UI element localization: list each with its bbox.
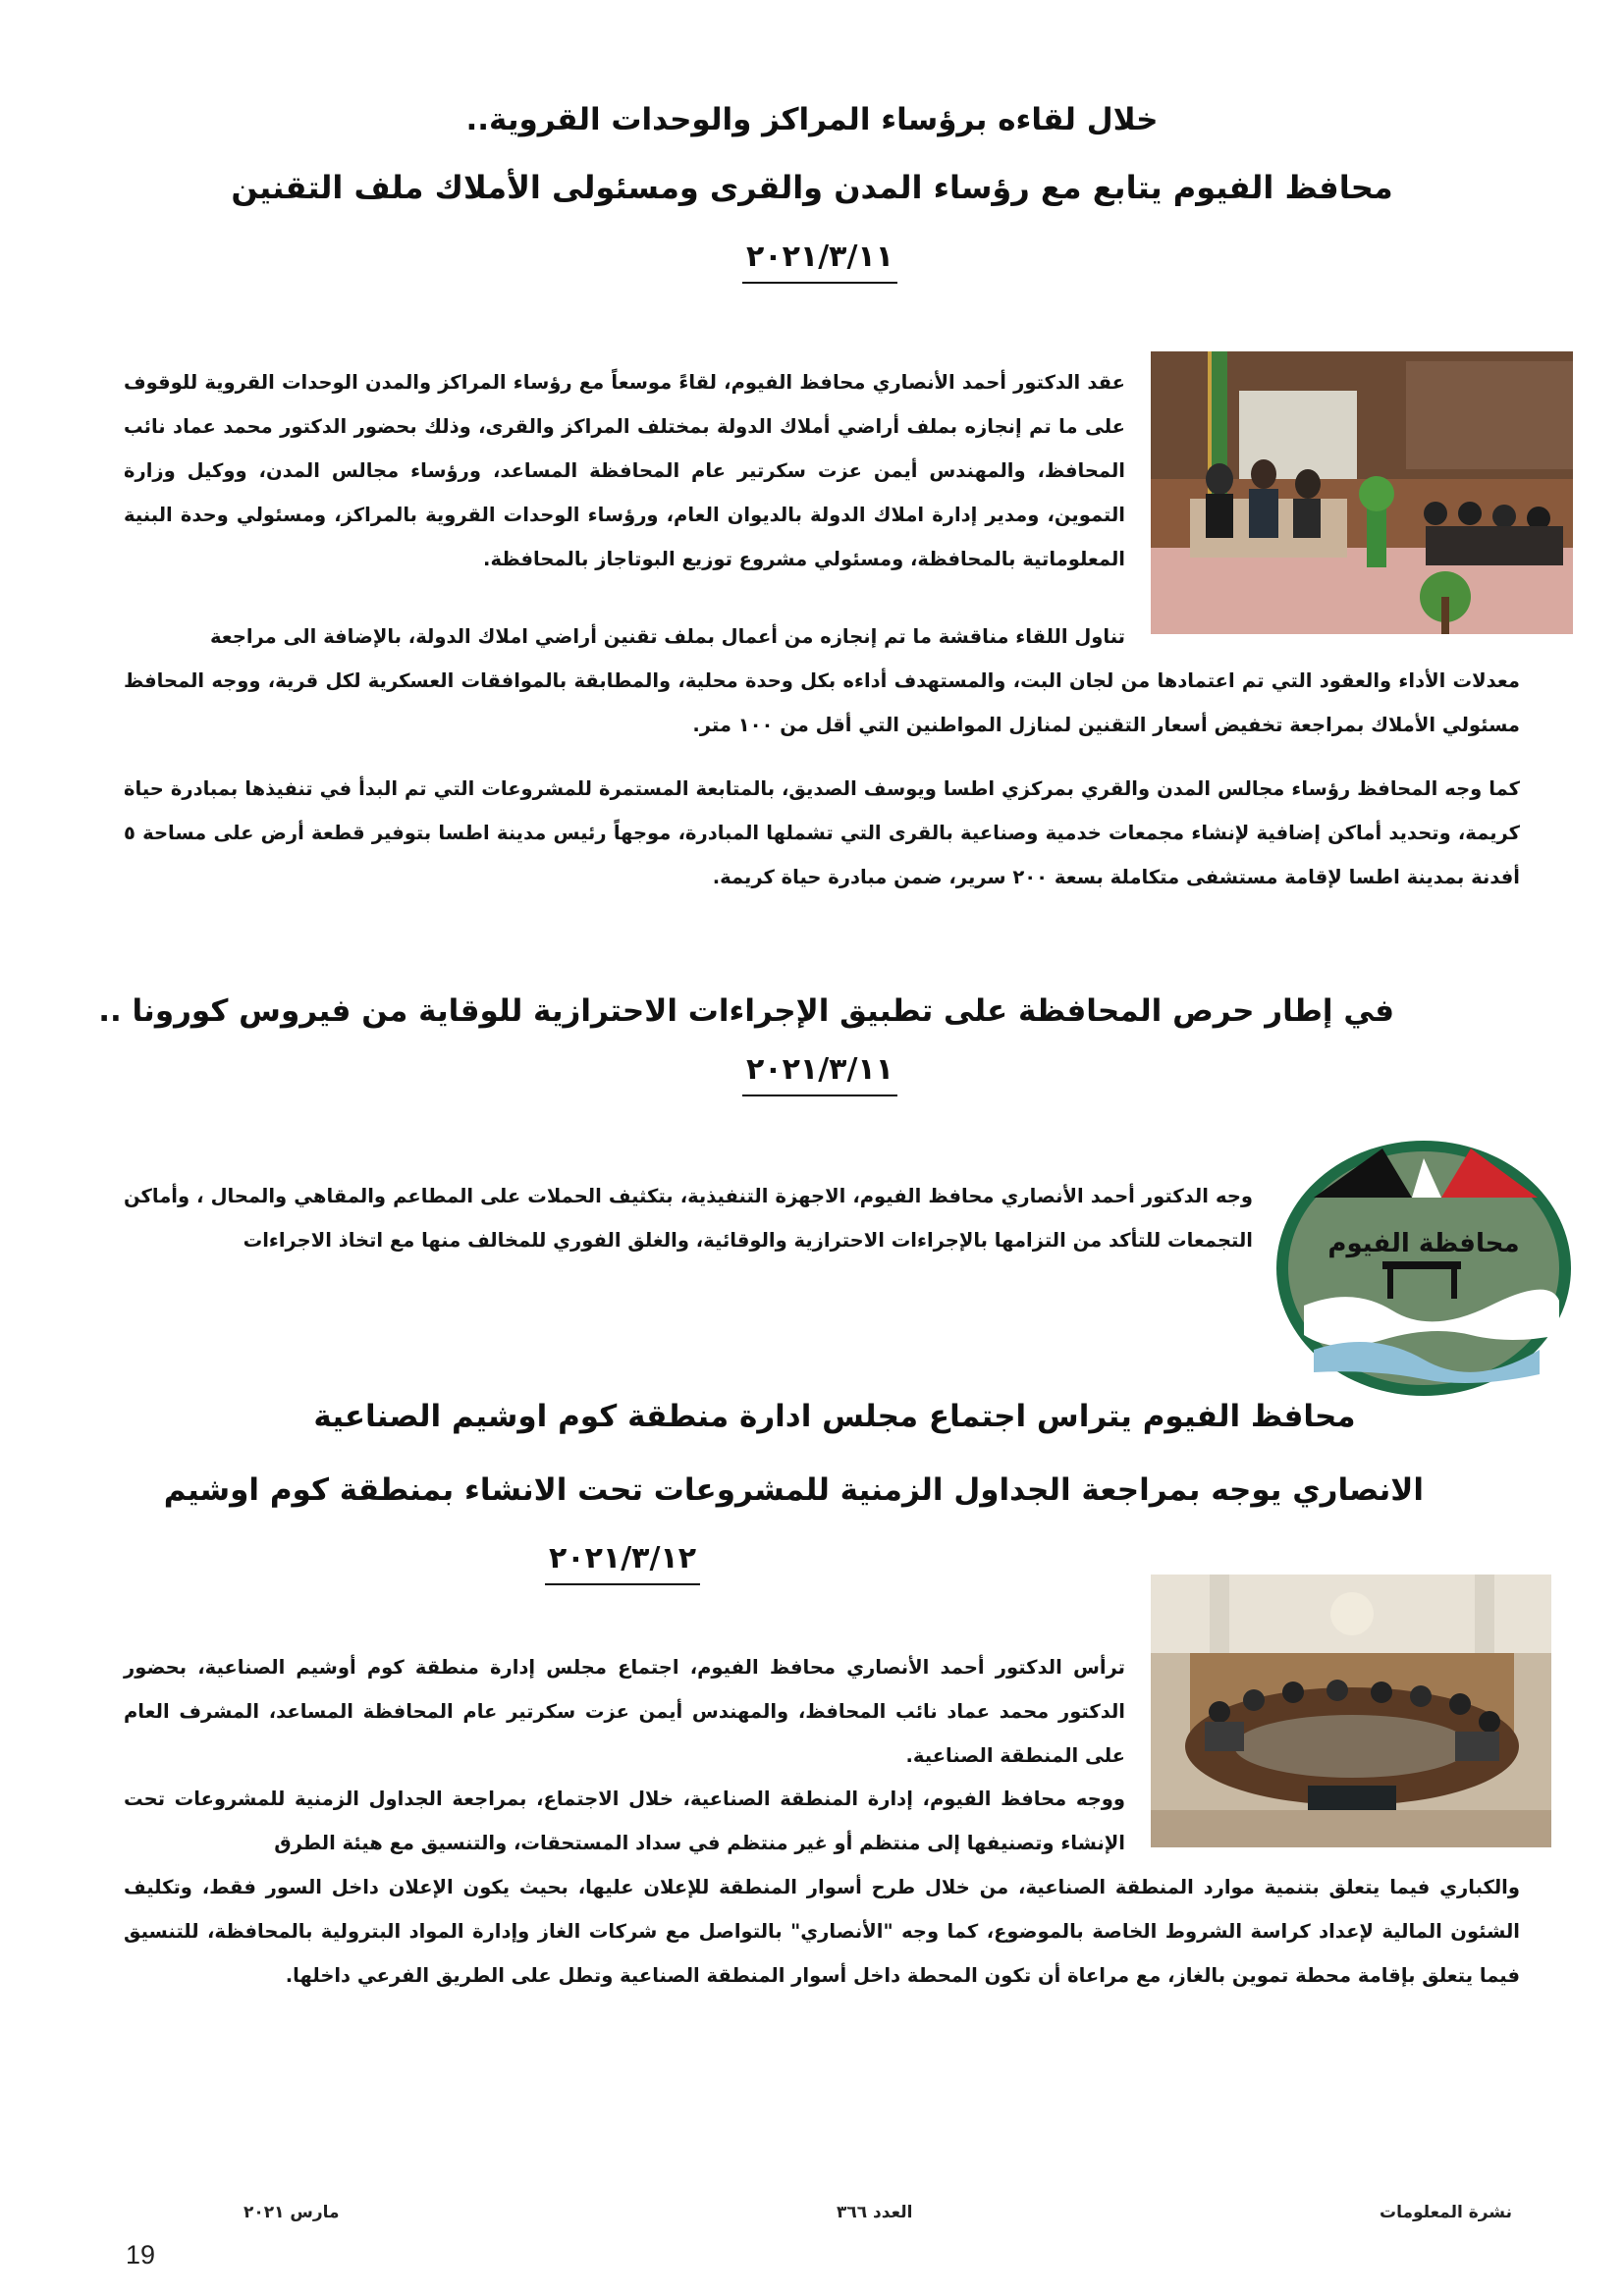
fayoum-governorate-logo xyxy=(1274,1139,1574,1398)
article2-title: في إطار حرص المحافظة على تطبيق الإجراءات الاحترازية للوقاية من فيروس كورونا .. xyxy=(98,993,1394,1029)
logo-lettering: محافظة الفيوم xyxy=(1327,1229,1520,1258)
article1-date: ٢٠٢١/٣/١١ xyxy=(742,240,897,284)
meeting-photo-boardroom xyxy=(1151,1575,1551,1847)
article1-title: محافظ الفيوم يتابع مع رؤساء المدن والقرى ومسئولى الأملاك ملف التقنين xyxy=(231,169,1393,206)
meeting-photo-hall xyxy=(1151,351,1573,634)
article3-date: ٢٠٢١/٣/١٢ xyxy=(545,1541,700,1585)
article1-kicker: خلال لقاءه برؤساء المراكز والوحدات القروية.. xyxy=(465,102,1159,137)
footer-publication: نشرة المعلومات xyxy=(1379,2203,1512,2222)
article2-date: ٢٠٢١/٣/١١ xyxy=(742,1052,897,1096)
article1-paragraph-1: عقد الدكتور أحمد الأنصاري محافظ الفيوم، لقاءً موسعاً مع رؤساء المراكز والمدن الوحدات القروية للوقوف على ما تم إنجازه بملف أراضي أملاك الدولة بمختلف المراكز والقرى، وذلك بحضور الدكتور محمد عماد نائب المحافظ، والمهندس أيمن عزت سكرتير عام المحافظة المساعد، ورؤساء مجالس المدن، ووكيل وزارة التموين، ومدير إدارة املاك الدولة بالديوان العام، ورؤساء الوحدات القروية بالمراكز، ومسئولي وحدة البنية المعلوماتية بالمحافظة، ومسئولي مشروع توزيع البوتاجاز بالمحافظة. xyxy=(124,371,1125,570)
page-number: 19 xyxy=(126,2240,156,2269)
article2-paragraph-1: وجه الدكتور أحمد الأنصاري محافظ الفيوم، الاجهزة التنفيذية، بتكثيف الحملات على المطاعم والمقاهي والمحال ، وأماكن التجمعات للتأكد من التزامها بالإجراءات الاحترازية والوقائية، والغلق الفوري للمخالف منها مع اتخاذ الاجراءات xyxy=(124,1185,1253,1252)
article3-title-2: الانصاري يوجه بمراجعة الجداول الزمنية للمشروعات تحت الانشاء بمنطقة كوم اوشيم xyxy=(163,1472,1424,1508)
article1-paragraph-2-rest: معدلات الأداء والعقود التي تم اعتمادها من لجان البت، والمستهدف أداءه بكل وحدة محلية، والمطابقة بالموافقات العسكرية لكل قرية، ووجه المحافظ مسئولي الأملاك بمراجعة تخفيض أسعار التقنين لمنازل المواطنين التي أقل من ١٠٠ متر. xyxy=(124,669,1520,736)
article3-paragraph-1: ترأس الدكتور أحمد الأنصاري محافظ الفيوم، اجتماع مجلس إدارة منطقة كوم أوشيم الصناعية، بحضور الدكتور محمد عماد نائب المحافظ، والمهندس أيمن عزت سكرتير عام المحافظة المساعد، المشرف العام على المنطقة الصناعية. xyxy=(124,1656,1125,1767)
footer-issue: العدد ٣٦٦ xyxy=(837,2203,913,2222)
article1-paragraph-2-start: تناول اللقاء مناقشة ما تم إنجازه من أعمال بملف تقنين أراضي املاك الدولة، بالإضافة الى مراجعة xyxy=(209,625,1125,648)
article3-title-1: محافظ الفيوم يتراس اجتماع مجلس ادارة منطقة كوم اوشيم الصناعية xyxy=(313,1399,1356,1434)
footer-date: مارس ٢٠٢١ xyxy=(244,2203,340,2222)
article3-paragraph-2-start: ووجه محافظ الفيوم، إدارة المنطقة الصناعية، خلال الاجتماع، بمراجعة الجداول الزمنية للمشروعات تحت الإنشاء وتصنيفها إلى منتظم أو غير منتظم في سداد المستحقات، والتنسيق مع هيئة الطرق xyxy=(124,1788,1125,1854)
article1-paragraph-3: كما وجه المحافظ رؤساء مجالس المدن والقري بمركزي اطسا ويوسف الصديق، بالمتابعة المستمرة للمشروعات التي تم البدأ في تنفيذها بمبادرة حياة كريمة، وتحديد أماكن إضافية لإنشاء مجمعات خدمية وصناعية بالقرى التي تشملها المبادرة، موجهاً رئيس مدينة اطسا بتوفير قطعة أرض على مساحة ٥ أفدنة بمدينة اطسا لإقامة مستشفى متكاملة بسعة ٢٠٠ سرير، ضمن مبادرة حياة كريمة. xyxy=(124,777,1520,888)
article3-paragraph-2-rest: والكباري فيما يتعلق بتنمية موارد المنطقة الصناعية، من خلال طرح أسوار المنطقة للإعلان عليها، بحيث يكون الإعلان داخل السور فقط، وتكليف الشئون المالية لإعداد كراسة الشروط الخاصة بالموضوع، كما وجه "الأنصاري" بالتواصل مع شركات الغاز وإدارة المواد البترولية بالمحافظة، للتنسيق فيما يتعلق بإقامة محطة تموين بالغاز، مع مراعاة أن تكون المحطة داخل أسوار المنطقة الصناعية وتطل على الطريق الفرعي داخلها. xyxy=(124,1876,1520,1987)
